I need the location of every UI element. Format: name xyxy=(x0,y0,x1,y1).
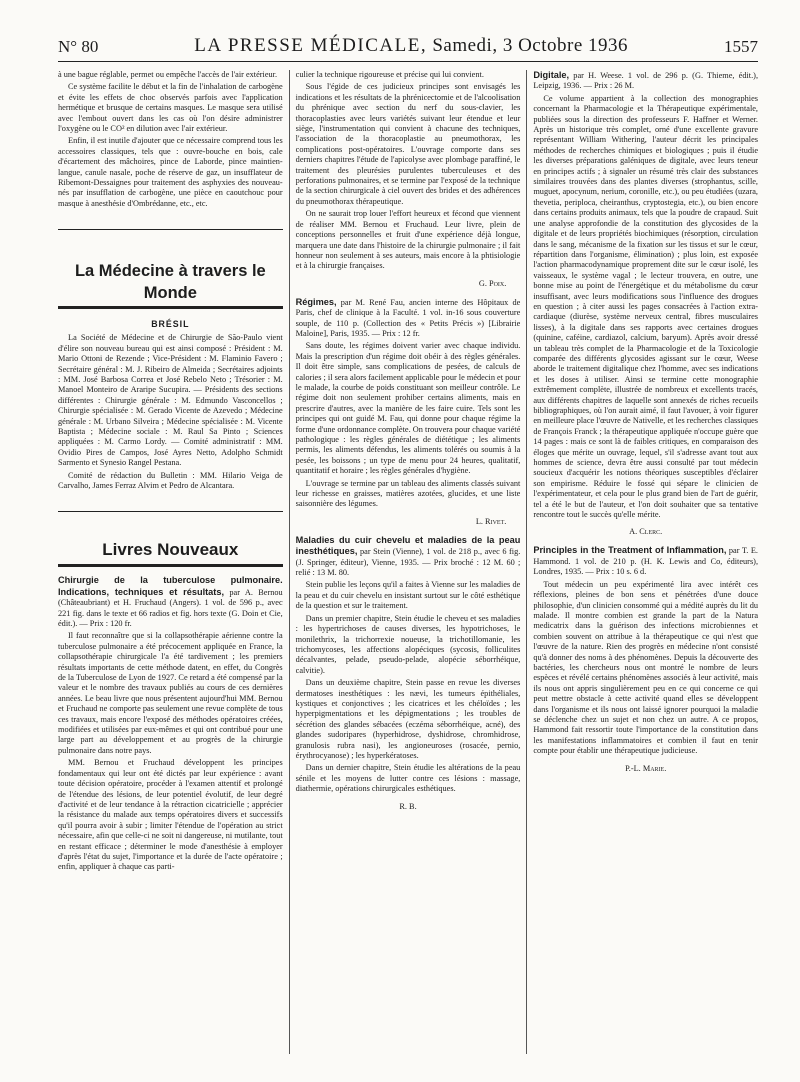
review-tuberculose xyxy=(58,575,283,872)
section-rule xyxy=(58,564,283,567)
review-paragraph: Dans un deuxième chapitre, Stein passe en revue les diverses dermatoses inesthétiques : les nævi, les tumeurs épithéliales, kystiques et conjonctives ; les cicatrices et les chéloïdes ; les hyperpigmentations et les dépigmentations ; les troubles de sécrétion des glandes sébacées (eczéma séborrhéique, acné), des glandes sudoripares (hyperhidrose, dyshidrose, chromhidrose, granulosis rubra nasi), les angioneuroses (rosacée, pernio, érythrocyanose) ; les hyperkératoses. xyxy=(295,678,521,760)
column-1 xyxy=(58,70,289,1054)
review-inflammation xyxy=(533,545,758,773)
review-paragraph: Dans un dernier chapitre, Stein étudie les altérations de la peau sénile et les moyens de lutter contre ces lésions : massage, diathermie, opérations chirurgicales esthétiques. xyxy=(295,763,521,794)
intro-paragraph: Ce système facilite le début et la fin de l'inhalation de carbogène et évite les effets de choc observés parfois avec l'application hermétique et brusque de certains masques. Le masque sera utilisé avec l'embout ouvert dans les cas où l'on désire administrer l'oxygène ou le CO² en dilution avec l'air extérieur. xyxy=(58,82,283,134)
review-paragraph: MM. Bernou et Fruchaud développent les principes fondamentaux qui leur ont été dictés par leur expérience : avant toute décision opératoire, procéder à l'examen attentif et prolongé de l'étendue des lésions, de leur potentiel évolutif, de leur degré d'activité et de leur tendance à la rétraction cicatricielle ; apprécier la résistance du malade aux temps opératoires divers et successifs qu'il pourra avoir à subir ; limiter l'étendue de l'opération au strict nécessaire, afin que celle-ci ne soit ni dangereuse, ni mutilante, tout en restant efficace ; déterminer le mode d'anesthésie à employer d'après l'état du sujet, l'importance et la durée de l'acte opératoire ; enfin, appliquer à chaque cas parti- xyxy=(58,758,283,872)
review-title: Chirurgie de la tuberculose pulmonaire. Indications, techniques et résultats, xyxy=(58,575,283,597)
review-paragraph: On ne saurait trop louer l'effort heureux et fécond que viennent de réaliser MM. Bernou et Fruchaud. Leur livre, plein de conceptions personnelles et fruit d'une expérience déjà longue, marquera une date dans l'histoire de la chirurgie pulmonaire ; il fait honneur non seulement à ses auteurs, mais encore à la phtisiologie et à la chirurgie françaises. xyxy=(295,209,521,271)
country-heading: BRÉSIL xyxy=(151,319,190,330)
masthead xyxy=(194,35,628,57)
columns xyxy=(58,70,758,1054)
review-biblio: par M. René Fau, ancien interne des Hôpitaux de Paris, chef de clinique à la Faculté. 1 vol. in-16 sous couverture souple, de 110 p. (Collection des « Petits Précis ») [Librairie Maloine], Paris, 1935. — Prix : 12 fr. xyxy=(295,297,521,338)
section-title-livres: Livres Nouveaux xyxy=(102,540,239,560)
review-paragraph: Stein publie les leçons qu'il a faites à Vienne sur les maladies de la peau et du cuir chevelu en insistant surtout sur le côté esthétique de la question et sur le traitement. xyxy=(295,580,521,611)
news-paragraph: Comité de rédaction du Bulletin : MM. Hilario Veiga de Carvalho, James Ferraz Alvim et Pedro de Alcantara. xyxy=(58,470,283,490)
review-title: Régimes, xyxy=(295,296,337,307)
review-biblio: par Stein (Vienne), 1 vol. de 218 p., avec 6 fig. (J. Springer, éditeur), Vienne, 1935. — Prix broché : 12 M. 60 ; relié : 13 M. 80. xyxy=(295,547,521,578)
intro-paragraph: Enfin, il est inutile d'ajouter que ce nécessaire comprend tous les accessoires classiques, tels que : ouvre-bouche en bois, cale d'écartement des mâchoires, pince de Laborde, pince maintien-langue, canule nasale, poche de réserve de gaz, un insufflateur de Ribemont-Dessaignes pour traitement des asphyxies des nouveau-nés par insufflation de carbogène, une pièce en caoutchouc pour masque à anesthésie d'Ombrédanne, etc., etc. xyxy=(58,136,283,208)
review-heading xyxy=(296,297,521,340)
review-title: Principles in the Treatment of Inflammation, xyxy=(533,545,727,556)
journal-name: LA PRESSE MÉDICALE, xyxy=(194,35,428,56)
review-paragraph: L'ouvrage se termine par un tableau des aliments classés suivant leur richesse en graisses, matières azotées, glucides, et une liste saisonnière des légumes. xyxy=(295,478,521,509)
review-biblio: par A. Bernou (Châteaubriant) et H. Fruchaud (Angers). 1 vol. de 596 p., avec 221 fig. dans le texte et 66 radios et fig. hors texte (G. Doin et Cie, édit.). — Prix : 120 fr. xyxy=(58,587,283,628)
intro-paragraph: à une bague réglable, permet ou empêche l'accès de l'air extérieur. xyxy=(58,70,278,79)
section-title-medecine: La Médecine à travers le Monde xyxy=(74,262,266,303)
review-signature: P.-L. Marie. xyxy=(625,763,667,773)
review-signature: R. B. xyxy=(399,801,417,811)
review-cuir-chevelu xyxy=(296,535,521,812)
review-heading xyxy=(58,575,283,629)
review-paragraph: Sous l'égide de ces judicieux principes sont envisagés les indications et les résultats de la phrénicectomie et de l'alcoolisation du phrénique avec section du nerf du sous-clavier, les thoracoplasties avec leurs variétés suivant leur étendue et leur siège, l'instrumentation qui convient à chacune des techniques, l'association de la thoracoplastie au pneumothorax, les complications post-opératoires. L'ouvrage comporte dans ses derniers chapitres l'étude de l'apicolyse avec plombage paraffiné, le traitement des pleurésies purulentes tuberculeuses et des perforations pulmonaires, et se termine par l'exposé de la technique de la section chirurgicale à ciel ouvert des brides et des adhérences du pneumothorax thérapeutique. xyxy=(295,82,521,206)
review-paragraph: Tout médecin un peu expérimenté lira avec intérêt ces réflexions, pleines de bon sens et pénétrées d'une douce philosophie, d'un clinicien consommé qui a médité auprès du lit du malade. Il montre combien est grande la part de la Natura medicatrix dans la guérison des infections microbiennes et combien souvent on attribue à la thérapeutique ce qui n'est que l'œuvre de la nature. Rien des progrès en médecine n'ont consisté qu'à donner des noms à des phénomènes. Depuis la découverte des bactéries, les chercheurs nous ont montré le nombre de leurs espèces et révélé certains phénomènes associés à leur activité, mais ils nous ont appris singulièrement peu en ce qui concerne ce qui peut mettre obstacle à cette activité quand elles se développent dans l'organisme et ils nous ont laissé ignorer pourquoi la maladie se déclenche chez un sujet et non chez un autre. A ce propos, Hammond fait ressortir toute l'importance de la constitution dans les manifestations inflammatoires et combien il faut en tenir compte pour établir une thérapeutique judicieuse. xyxy=(533,579,759,756)
review-title: Maladies du cuir chevelu et maladies de la peau inesthétiques, xyxy=(295,534,521,557)
review-regimes xyxy=(296,297,521,527)
review-heading xyxy=(296,535,521,579)
review-signature: G. Poix. xyxy=(478,278,507,288)
issue-date: Samedi, 3 Octobre 1936 xyxy=(432,35,629,56)
review-digitale xyxy=(533,70,758,537)
section-rule xyxy=(58,306,283,309)
section-divider xyxy=(58,511,283,512)
review-paragraph: Sans doute, les régimes doivent varier avec chaque individu. Mais la prescription d'un régime doit obéir à des règles générales. Il doit être simple, sans complications de pesées, de calculs de calories ; il sera alors facilement applicable pour le médecin et pour le malade, la courbe de poids constituant son meilleur contrôle. Le régime doit non seulement prohiber certains aliments, mais en prescrire d'autres, avec la manière de les faire cuire. Tels sont les principes qui ont guidé M. Fau, qui donne pour chaque régime la forme d'une ordonnance complète. On trouvera pour chaque variété pathologique : les règles générales de diététique ; les aliments permis, les aliments défendus, les aliments tolérés ou soumis à la pesée, les boissons ; un type de menu pour 24 heures, qualitatif, quantitatif et horaire ; les règles générales d'hygiène. xyxy=(295,341,521,476)
column-2 xyxy=(289,70,527,1054)
review-heading xyxy=(533,70,758,92)
page-number: 1557 xyxy=(723,37,758,56)
review-biblio: par H. Weese. 1 vol. de 296 p. (G. Thieme, édit.), Leipzig, 1936. — Prix : 26 M. xyxy=(533,71,759,91)
review-title: Digitale, xyxy=(533,70,570,80)
review-signature: L. Rivet. xyxy=(475,516,507,526)
review-paragraph: culier la technique rigoureuse et précise qui lui convient. xyxy=(295,70,484,79)
review-heading xyxy=(533,545,758,577)
review-signature: A. Clerc. xyxy=(629,527,663,537)
review-paragraph: Dans un premier chapitre, Stein étudie le cheveu et ses maladies : les hypertrichoses de causes diverses, les hypotrichoses, le monilethrix, la trichorrexie noueuse, la trichotillomanie, les trichomycoses, les affections alopéciques (sycosis, folliculites décalvantes, pelade, pseudo-pelade, alopécie séborrhéique, calvitie). xyxy=(295,613,521,675)
issue-number: N° 80 xyxy=(58,37,99,56)
section-divider xyxy=(58,229,283,230)
review-biblio: par T. E. Hammond. 1 vol. de 210 p. (H. K. Lewis and Co, éditeurs), Londres, 1935. — Prix : 10 s. 6 d. xyxy=(533,546,759,577)
news-paragraph: La Société de Médecine et de Chirurgie de São-Paulo vient d'élire son nouveau bureau qui est ainsi composé : Président : M. Mario Ottoni de Rezende ; Vice-Président : M. Flaminio Favero ; Secrétaire général : M. J. Ribeiro de Almeida ; Secrétaires adjoints : MM. José Barbosa Correa et José Rebelo Neto ; Trésorier : M. Manoel Monteiro de Araripe Sucupira. — Présidents des sections différentes : Chirurgie générale : M. Edmundo Vasconcellos ; Chirurgie spécialisée : M. Gerado Vicente de Azevedo ; Médecine générale : M. Urbano Silveira ; Médecine spécialisée : M. Vicente Baptista ; Médecine sociale : M. Raul Sa Pinto ; Sciences appliquées : M. Carmo Lordy. — Comité administratif : MM. Ovidio Pires de Campos, José Ayres Netto, Adolpho Schmidt Sarmento et Synesio Rangel Pestana. xyxy=(58,333,283,468)
review-paragraph: Il faut reconnaître que si la collapsothérapie aérienne contre la tuberculose pulmonaire a été précocement appliquée en France, la collapsothérapie chirurgicale l'a été tardivement ; les premiers résultats importants de cette méthode datent, en effet, du Congrès de la Tuberculose de Lyon de 1927. Ce retard a été compensé par la valeur et le nombre des travaux publiés au cours de ces dernières années. Le beau livre que nous présentent aujourd'hui MM. Bernou et Fruchaud ne comporte pas seulement une revue complète de tous ces travaux, mais encore l'exposé des méthodes opératoires créées, modifiées et utilisées par eux-mêmes et qui ont contribué pour une large part au développement et au progrès de la chirurgie pulmonaire dans notre pays. xyxy=(58,631,283,755)
review-paragraph: Ce volume appartient à la collection des monographies concernant la Pharmacologie et la Thérapeutique expérimentale, publiées sous la direction des professeurs F. Haffner et Werner. Après un historique très complet, orné d'une excellente gravure représentant William Withering, l'auteur décrit les principales méthodes de recherches chimiques et biologiques ; puis il étudie les diverses préparations galéniques de digitale, avec leurs teneur en principes actifs ; à signaler un résumé très clair des substances similaires trouvées dans des plantes diverses (strophantus, scille, muguet, apocynum, nerium, coronille, etc.), ou peu étudiées (uzara, thevetia, periploca, cheiranthus, cryptostegia, etc.), ou bien encore dans certains produits animaux, tels que la poudre de crapaud. Suit une analyse approfondie de la constitution des glycosides de la digitale et de leurs propriétés biochimiques (résorption, circulation dans le sang, mécanisme de la fixation sur les tissus et sur le cœur, répartition dans l'organisme, élimination) ; plus loin, est exposée l'action pharmacodynamique proprement dite sur le cœur isolé, les vaisseaux, le système vagal ; le lecteur trouvera, en outre, une bonne mise au point de l'énergétique et du métabolisme du cœur insuffisant, avec leurs modifications sous l'influence des drogues en question ; à citer aussi les pages consacrées à l'action extra-cardiaque (diurèse, système nerveux central, fibres musculaires lisses), à la digitale dans ses rapports avec certaines drogues (quinine, caféine, cardiazol, calcium, baryum). Après avoir dressé un tableau très complet de la Pharmacologie et de la Toxicologie comparée des différents glycosides agissant sur le cœur, Weese aborde le traitement digitalique chez l'homme, avec ses indications et les doses à utiliser. Ainsi se termine cette monographie extrêmement complète, illustrée de nombreux et excellents tracés, aux différents chapitres de laquelle sont annexés de riches recueils bibliographiques, où l'on aurait aimé, il faut l'avouer, à voir figurer en meilleure place l'œuvre de Nativelle, et les recherches classiques de François Franck ; la thérapeutique appliquée n'occupe guère que 14 pages : mais ce sont là de faibles critiques, en comparaison des éloges que mérite un ouvrage, lequel, s'il s'adresse avant tout aux hommes de science, devra être aussi consulté par tout médecin soucieux d'acquérir les notions théoriques susceptibles d'éclairer son empirisme. Réduire le fossé qui sépare le clinicien de l'expérimentateur, et cela pour le plus grand bien de l'art de guérir, tel a été le but de l'auteur, et l'on doit souhaiter que sa tentative rencontre tout le succès qu'elle mérite. xyxy=(533,93,759,520)
column-3 xyxy=(526,70,758,1054)
page-header xyxy=(58,32,758,62)
